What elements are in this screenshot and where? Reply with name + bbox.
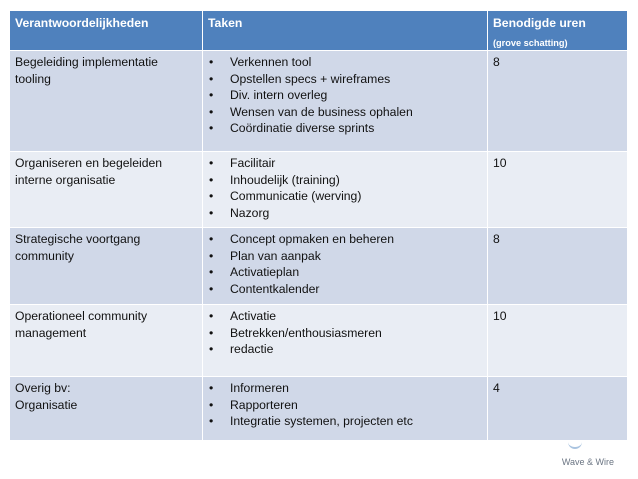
tasks-cell [203, 152, 488, 228]
task-list [208, 231, 482, 297]
table-row [10, 51, 628, 152]
table-body [10, 51, 628, 441]
responsibility-cell: Operationeel community management [10, 305, 203, 377]
table-row [10, 377, 628, 441]
hours-cell: 8 [488, 51, 628, 152]
task-item: • Informeren [208, 380, 482, 397]
table-row [10, 152, 628, 228]
task-item: • Activatie [208, 308, 482, 325]
task-item: • Opstellen specs + wireframes [208, 71, 482, 88]
table-row [10, 305, 628, 377]
responsibility-cell: Organiseren en begeleiden interne organisatie [10, 152, 203, 228]
task-item: • Wensen van de business ophalen [208, 104, 482, 121]
hours-cell: 10 [488, 152, 628, 228]
task-list [208, 380, 482, 430]
task-item: • redactie [208, 341, 482, 358]
hours-cell: 10 [488, 305, 628, 377]
task-item: • Div. intern overleg [208, 87, 482, 104]
header-hours-label: Benodigde uren [493, 16, 586, 30]
brand-logo-icon [568, 442, 582, 449]
header-hours-note: (grove schatting) [493, 37, 568, 48]
responsibilities-table [9, 10, 628, 441]
brand-logo-text: Wave & Wire [561, 457, 614, 467]
tasks-cell [203, 305, 488, 377]
hours-cell: 8 [488, 228, 628, 305]
table-row [10, 228, 628, 305]
header-responsibilities: Verantwoordelijkheden [10, 11, 203, 51]
task-item: • Contentkalender [208, 281, 482, 298]
task-item: • Communicatie (werving) [208, 188, 482, 205]
header-tasks: Taken [203, 11, 488, 51]
responsibility-cell: Begeleiding implementatie tooling [10, 51, 203, 152]
task-list [208, 308, 482, 358]
task-item: • Rapporteren [208, 397, 482, 414]
header-hours [488, 11, 628, 51]
header-row [10, 11, 628, 51]
task-item: • Inhoudelijk (training) [208, 172, 482, 189]
task-item: • Activatieplan [208, 264, 482, 281]
tasks-cell [203, 228, 488, 305]
task-item: • Plan van aanpak [208, 248, 482, 265]
task-item: • Betrekken/enthousiasmeren [208, 325, 482, 342]
responsibility-cell: Overig bv: Organisatie [10, 377, 203, 441]
tasks-cell [203, 377, 488, 441]
task-item: • Nazorg [208, 205, 482, 222]
task-item: • Coördinatie diverse sprints [208, 120, 482, 137]
task-item: • Integratie systemen, projecten etc [208, 413, 482, 430]
task-list [208, 54, 482, 137]
responsibility-cell: Strategische voortgang community [10, 228, 203, 305]
hours-cell: 4 [488, 377, 628, 441]
task-item: • Verkennen tool [208, 54, 482, 71]
task-item: • Concept opmaken en beheren [208, 231, 482, 248]
task-list [208, 155, 482, 221]
task-item: • Facilitair [208, 155, 482, 172]
tasks-cell [203, 51, 488, 152]
